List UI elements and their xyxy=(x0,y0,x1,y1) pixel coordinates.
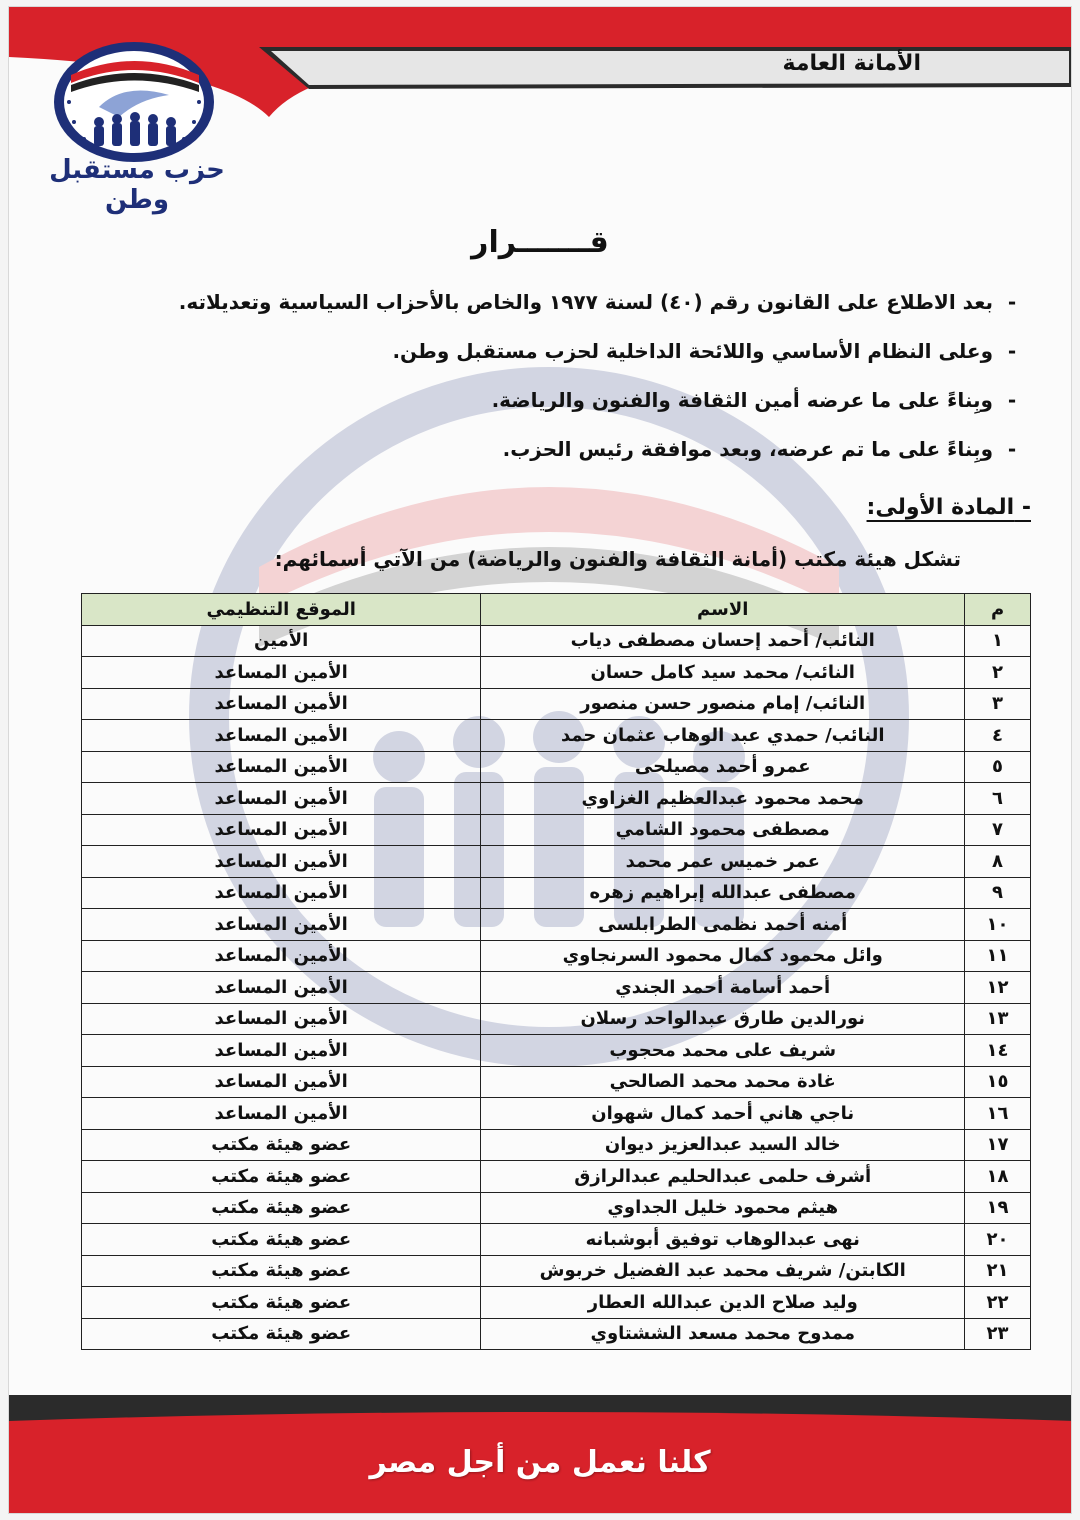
bullet-dash: - xyxy=(1007,338,1017,363)
cell-name: وائل محمود كمال محمود السرنجاوي xyxy=(481,940,965,972)
clause-text: بعد الاطلاع على القانون رقم (٤٠) لسنة ١٩٧٧ والخاص بالأحزاب السياسية وتعديلاته. xyxy=(178,289,993,314)
cell-num: ٤ xyxy=(965,720,1031,752)
article-heading-text: المادة الأولى: xyxy=(866,495,1015,520)
cell-num: ٦ xyxy=(965,783,1031,815)
cell-role: عضو هيئة مكتب xyxy=(82,1129,481,1161)
cell-name: أحمد أسامة أحمد الجندي xyxy=(481,972,965,1004)
table-header-row xyxy=(82,594,1031,626)
cell-num: ٢٠ xyxy=(965,1224,1031,1256)
bullet-dash: - xyxy=(1007,289,1017,314)
cell-role: الأمين المساعد xyxy=(82,909,481,941)
cell-role: الأمين المساعد xyxy=(82,1035,481,1067)
cell-num: ١٧ xyxy=(965,1129,1031,1161)
cell-name: النائب/ أحمد إحسان مصطفى دياب xyxy=(481,625,965,657)
table-row xyxy=(82,972,1031,1004)
cell-name: نهى عبدالوهاب توفيق أبوشبانه xyxy=(481,1224,965,1256)
cell-role: الأمين المساعد xyxy=(82,688,481,720)
cell-num: ١٠ xyxy=(965,909,1031,941)
cell-name: مصطفى عبدالله إبراهيم زهره xyxy=(481,877,965,909)
table-row xyxy=(82,625,1031,657)
cell-name: عمرو أحمد مصيلحى xyxy=(481,751,965,783)
header-num: م xyxy=(965,594,1031,626)
clause-3 xyxy=(131,375,1031,424)
cell-name: وليد صلاح الدين عبدالله العطار xyxy=(481,1287,965,1319)
cell-num: ٨ xyxy=(965,846,1031,878)
cell-name: ممدوح محمد مسعد الششتاوي xyxy=(481,1318,965,1350)
table-row xyxy=(82,1129,1031,1161)
table-row xyxy=(82,1287,1031,1319)
cell-name: عمر خميس عمر محمد xyxy=(481,846,965,878)
cell-role: الأمين المساعد xyxy=(82,1003,481,1035)
table-row xyxy=(82,1192,1031,1224)
table-row xyxy=(82,1255,1031,1287)
header-title: الأمانة العامة xyxy=(782,51,921,76)
cell-num: ١٥ xyxy=(965,1066,1031,1098)
table-row xyxy=(82,1035,1031,1067)
cell-num: ٣ xyxy=(965,688,1031,720)
cell-role: عضو هيئة مكتب xyxy=(82,1287,481,1319)
cell-num: ١ xyxy=(965,625,1031,657)
cell-name: نورالدين طارق عبدالواحد رسلان xyxy=(481,1003,965,1035)
clause-2 xyxy=(131,326,1031,375)
table-row xyxy=(82,1224,1031,1256)
table-row xyxy=(82,909,1031,941)
cell-name: هيثم محمود خليل الجداوي xyxy=(481,1192,965,1224)
cell-num: ٩ xyxy=(965,877,1031,909)
header-role: الموقع التنظيمي xyxy=(82,594,481,626)
cell-role: الأمين المساعد xyxy=(82,1066,481,1098)
cell-role: الأمين المساعد xyxy=(82,751,481,783)
cell-name: أشرف حلمى عبدالحليم عبدالرازق xyxy=(481,1161,965,1193)
table-row xyxy=(82,877,1031,909)
members-table-body xyxy=(82,625,1031,1350)
clause-text: وعلى النظام الأساسي واللائحة الداخلية لحزب مستقبل وطن. xyxy=(392,338,993,363)
cell-name: مصطفى محمود الشامي xyxy=(481,814,965,846)
clause-text: وبِناءً على ما تم عرضه، وبعد موافقة رئيس الحزب. xyxy=(502,436,993,461)
clause-4 xyxy=(131,424,1031,473)
cell-role: الأمين xyxy=(82,625,481,657)
article-heading: - المادة الأولى: xyxy=(866,495,1031,520)
table-row xyxy=(82,846,1031,878)
cell-num: ٧ xyxy=(965,814,1031,846)
cell-role: عضو هيئة مكتب xyxy=(82,1224,481,1256)
cell-name: محمد محمود عبدالعظيم الغزاوي xyxy=(481,783,965,815)
table-row xyxy=(82,1318,1031,1350)
cell-num: ١٢ xyxy=(965,972,1031,1004)
clause-1 xyxy=(131,277,1031,326)
footer-slogan: كلنا نعمل من أجل مصر xyxy=(369,1445,711,1480)
table-row xyxy=(82,1066,1031,1098)
cell-role: الأمين المساعد xyxy=(82,814,481,846)
cell-name: النائب/ محمد سيد كامل حسان xyxy=(481,657,965,689)
table-row xyxy=(82,1098,1031,1130)
article-intro: تشكل هيئة مكتب (أمانة الثقافة والفنون والرياضة) من الآتي أسمائهم: xyxy=(274,547,961,571)
cell-role: عضو هيئة مكتب xyxy=(82,1255,481,1287)
cell-num: ١٤ xyxy=(965,1035,1031,1067)
cell-role: الأمين المساعد xyxy=(82,877,481,909)
table-row xyxy=(82,940,1031,972)
cell-name: ناجي هاني أحمد كمال شهوان xyxy=(481,1098,965,1130)
cell-name: الكابتن/ شريف محمد عبد الفضيل خربوش xyxy=(481,1255,965,1287)
cell-role: الأمين المساعد xyxy=(82,720,481,752)
cell-role: الأمين المساعد xyxy=(82,783,481,815)
cell-num: ١٦ xyxy=(965,1098,1031,1130)
party-logo-icon xyxy=(49,37,219,167)
cell-role: الأمين المساعد xyxy=(82,1098,481,1130)
cell-role: الأمين المساعد xyxy=(82,657,481,689)
decision-title: قـــــــرار xyxy=(471,225,609,260)
table-row xyxy=(82,1161,1031,1193)
bullet-dash: - xyxy=(1007,387,1017,412)
cell-role: عضو هيئة مكتب xyxy=(82,1161,481,1193)
table-row xyxy=(82,657,1031,689)
cell-num: ٢١ xyxy=(965,1255,1031,1287)
cell-name: غادة محمد محمد الصالحي xyxy=(481,1066,965,1098)
cell-name: شريف على محمد محجوب xyxy=(481,1035,965,1067)
table-row xyxy=(82,720,1031,752)
table-row xyxy=(82,814,1031,846)
cell-num: ١٨ xyxy=(965,1161,1031,1193)
cell-role: الأمين المساعد xyxy=(82,846,481,878)
cell-num: ١٩ xyxy=(965,1192,1031,1224)
table-row xyxy=(82,783,1031,815)
document-page xyxy=(8,6,1072,1514)
cell-num: ٢٣ xyxy=(965,1318,1031,1350)
party-name: حزب مستقبل وطن xyxy=(49,155,225,215)
table-row xyxy=(82,1003,1031,1035)
cell-num: ٢٢ xyxy=(965,1287,1031,1319)
header-name: الاسم xyxy=(481,594,965,626)
cell-role: الأمين المساعد xyxy=(82,972,481,1004)
cell-role: عضو هيئة مكتب xyxy=(82,1192,481,1224)
clause-text: وبِناءً على ما عرضه أمين الثقافة والفنون والرياضة. xyxy=(491,387,993,412)
cell-num: ١١ xyxy=(965,940,1031,972)
preamble-clauses xyxy=(131,277,1031,473)
cell-name: خالد السيد عبدالعزيز ديوان xyxy=(481,1129,965,1161)
table-row xyxy=(82,688,1031,720)
table-row xyxy=(82,751,1031,783)
cell-role: الأمين المساعد xyxy=(82,940,481,972)
cell-name: النائب/ حمدي عبد الوهاب عثمان حمد xyxy=(481,720,965,752)
members-table xyxy=(81,593,1031,1350)
cell-num: ٢ xyxy=(965,657,1031,689)
bullet-dash: - xyxy=(1007,436,1017,461)
cell-name: أمنه أحمد نظمى الطرابلسى xyxy=(481,909,965,941)
cell-role: عضو هيئة مكتب xyxy=(82,1318,481,1350)
cell-num: ٥ xyxy=(965,751,1031,783)
cell-name: النائب/ إمام منصور حسن منصور xyxy=(481,688,965,720)
cell-num: ١٣ xyxy=(965,1003,1031,1035)
